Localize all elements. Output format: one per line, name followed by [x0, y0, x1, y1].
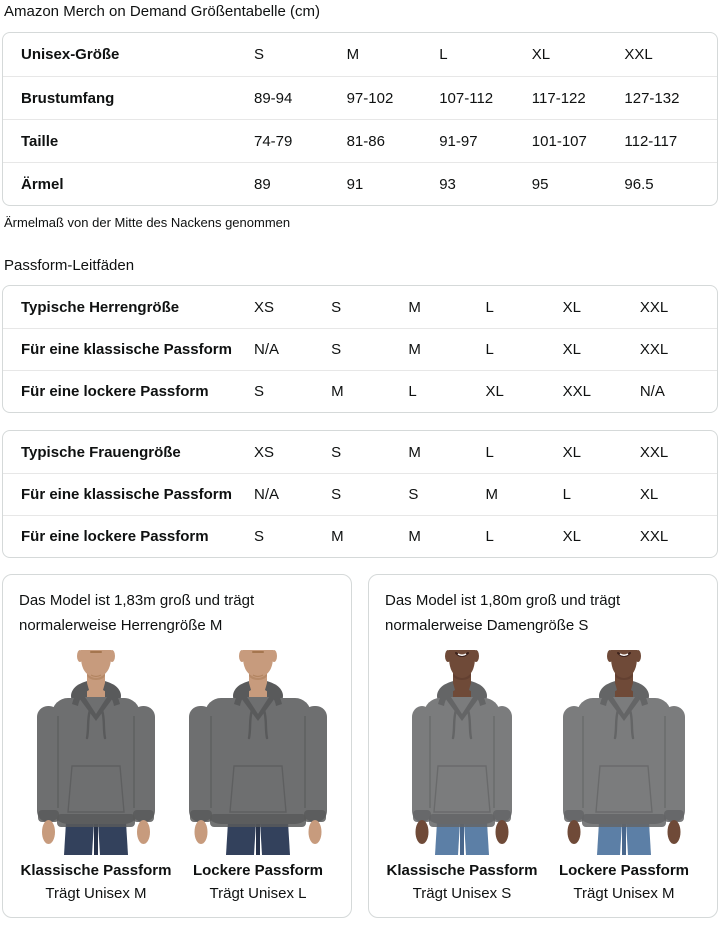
- row-label: Für eine lockere Passform: [21, 528, 209, 545]
- womens-fit-guide-table: [2, 430, 718, 558]
- model-photo-classic: [386, 650, 538, 855]
- model-cards: [2, 574, 718, 918]
- size-value: XL: [639, 486, 659, 503]
- size-value: N/A: [254, 486, 280, 503]
- model-description: Das Model ist 1,83m groß und trägt normalerweise Herrengröße M: [19, 592, 255, 634]
- measure-value: 91: [346, 175, 364, 193]
- size-value: M: [408, 528, 421, 545]
- size-value: L: [408, 383, 417, 400]
- measure-value: 97-102: [346, 89, 394, 107]
- size-value: M: [408, 341, 421, 358]
- size-header: XXL: [624, 46, 653, 63]
- column-header: Unisex-Größe: [21, 46, 120, 63]
- measure-value: 74-79: [254, 132, 293, 150]
- wears-size-label: Trägt Unisex L: [209, 885, 307, 902]
- size-value: M: [331, 383, 344, 400]
- male-model-card: [2, 574, 352, 918]
- size-value: L: [485, 341, 494, 358]
- classic-fit-figure: [19, 650, 173, 902]
- fit-label: Lockere Passform: [558, 862, 690, 879]
- wears-size-label: Trägt Unisex M: [573, 885, 675, 902]
- size-value: N/A: [254, 341, 280, 358]
- table-header-row: [3, 431, 717, 473]
- size-value: S: [408, 486, 419, 503]
- size-header: XXL: [639, 443, 669, 461]
- row-label: Brustumfang: [21, 89, 115, 107]
- size-value: S: [331, 486, 342, 503]
- size-value: XL: [562, 528, 582, 545]
- model-photo-loose: [548, 650, 700, 855]
- row-label: Taille: [21, 132, 59, 150]
- size-header: L: [485, 298, 494, 316]
- size-value: L: [485, 528, 494, 545]
- wears-size-label: Trägt Unisex M: [45, 885, 147, 902]
- loose-fit-figure: [547, 650, 701, 902]
- model-photo-classic: [20, 650, 172, 855]
- size-header: XL: [562, 443, 582, 461]
- measure-value: 91-97: [439, 132, 478, 150]
- fit-label: Klassische Passform: [386, 862, 538, 879]
- fit-label: Lockere Passform: [192, 862, 324, 879]
- table-row: [3, 370, 717, 412]
- model-photo-loose: [182, 650, 334, 855]
- size-value: S: [254, 528, 265, 545]
- measure-value: 89-94: [254, 89, 293, 107]
- size-header: M: [408, 443, 421, 461]
- size-header: M: [346, 46, 360, 63]
- classic-fit-figure: [385, 650, 539, 902]
- row-label: Für eine klassische Passform: [21, 341, 232, 358]
- size-value: XL: [485, 383, 504, 400]
- sleeve-measure-note: Ärmelmaß von der Mitte des Nackens genommen: [4, 215, 291, 230]
- model-figures: [385, 650, 701, 902]
- model-description: Das Model ist 1,80m groß und trägt normalerweise Damengröße S: [385, 592, 621, 634]
- measure-value: 112-117: [624, 132, 678, 150]
- table-row: [3, 515, 717, 557]
- size-header: XS: [254, 443, 275, 461]
- size-value: M: [331, 528, 344, 545]
- size-header: XS: [254, 298, 275, 316]
- loose-fit-figure: [181, 650, 335, 902]
- table-row: [3, 473, 717, 515]
- wears-size-label: Trägt Unisex S: [412, 885, 512, 902]
- measure-value: 95: [531, 175, 549, 193]
- size-header: S: [331, 443, 342, 461]
- column-header: Typische Frauengröße: [21, 443, 181, 461]
- row-label: Für eine lockere Passform: [21, 383, 209, 400]
- size-value: XXL: [639, 341, 669, 358]
- row-label: Ärmel: [21, 175, 64, 193]
- table-row: [3, 76, 717, 119]
- female-model-card: [368, 574, 718, 918]
- fit-guides-title: Passform-Leitfäden: [4, 257, 135, 274]
- size-header: XXL: [639, 298, 669, 316]
- size-value: N/A: [639, 383, 665, 400]
- size-header: S: [331, 298, 342, 316]
- size-value: XXL: [562, 383, 592, 400]
- mens-fit-guide-table: [2, 285, 718, 413]
- size-header: L: [485, 443, 494, 461]
- size-value: S: [254, 383, 265, 400]
- row-label: Für eine klassische Passform: [21, 486, 232, 503]
- model-figures: [19, 650, 335, 902]
- size-header: S: [254, 46, 265, 63]
- size-header: XL: [562, 298, 582, 316]
- size-header: L: [439, 46, 448, 63]
- size-value: L: [562, 486, 571, 503]
- page-title: Amazon Merch on Demand Größentabelle (cm): [4, 3, 320, 20]
- size-value: S: [331, 341, 342, 358]
- table-header-row: [3, 33, 717, 76]
- size-value: M: [485, 486, 498, 503]
- column-header: Typische Herrengröße: [21, 298, 180, 316]
- size-header: M: [408, 298, 421, 316]
- table-header-row: [3, 286, 717, 328]
- size-value: XL: [562, 341, 582, 358]
- table-row: [3, 119, 717, 162]
- table-row: [3, 328, 717, 370]
- fit-label: Klassische Passform: [20, 862, 172, 879]
- measure-value: 89: [254, 175, 271, 193]
- measure-value: 93: [439, 175, 456, 193]
- size-header: XL: [531, 46, 551, 63]
- measure-value: 117-122: [531, 89, 586, 107]
- measure-value: 96.5: [624, 175, 654, 193]
- unisex-size-table: [2, 32, 718, 206]
- measure-value: 107-112: [439, 89, 494, 107]
- size-value: XXL: [639, 528, 669, 545]
- measure-value: 127-132: [624, 89, 680, 107]
- measure-value: 101-107: [531, 132, 587, 150]
- measure-value: 81-86: [346, 132, 385, 150]
- table-row: [3, 162, 717, 205]
